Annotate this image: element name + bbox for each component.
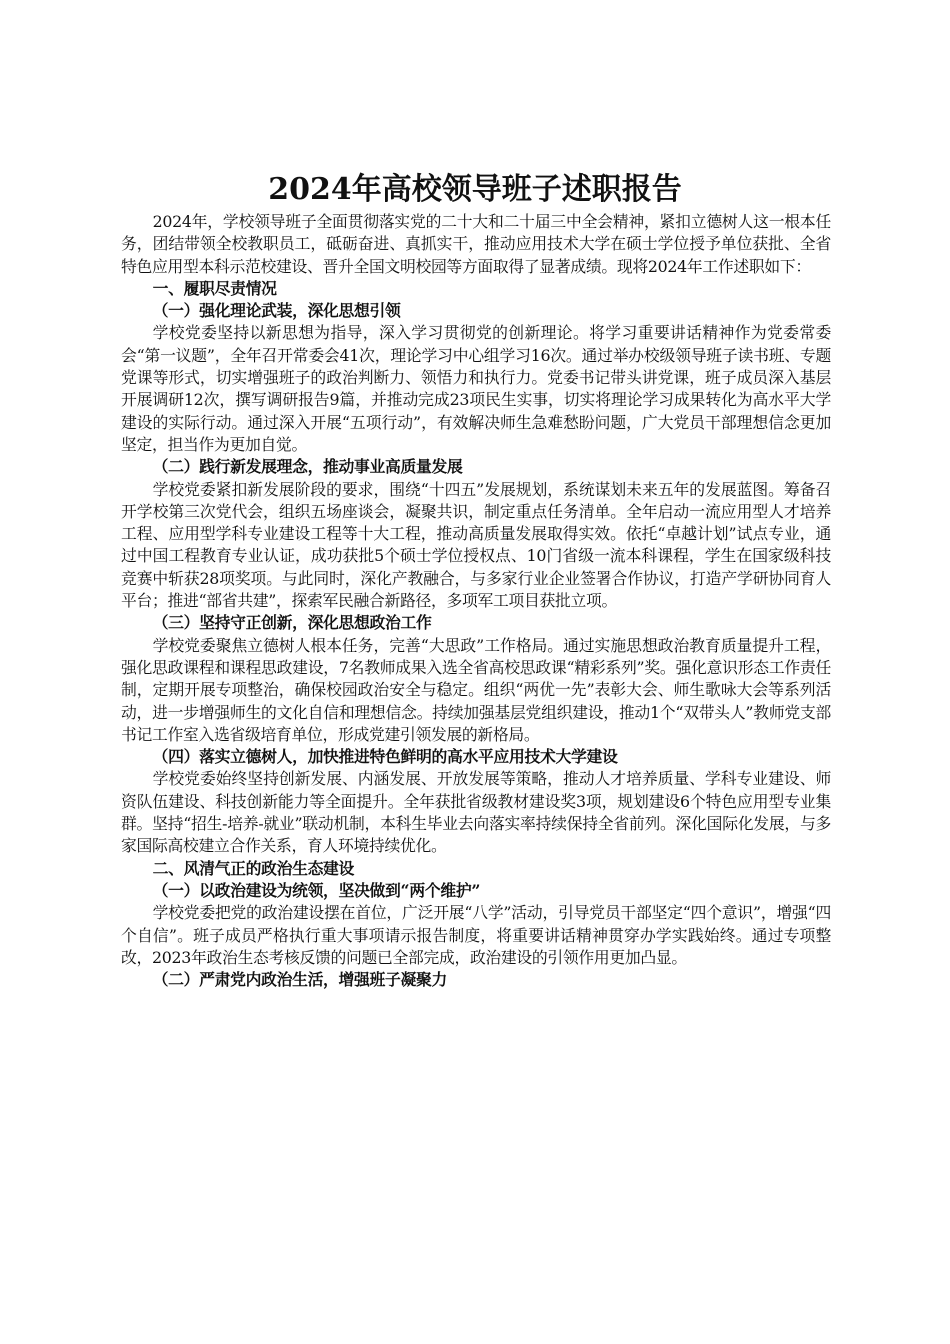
- paragraph-development: 学校党委紧扣新发展阶段的要求，围绕“十四五”发展规划，系统谋划未来五年的发展蓝图。筹备召开学校第三次党代会，组织五场座谈会，凝聚共识，制定重点任务清单。全年启动一流应用型人才培养工程、应用型学科专业建设工程等十大工程，推动高质量发展取得实效。依托“卓越计划”试点专业，通过中国工程教育专业认证，成功获批5个硕士学位授权点、10门省级一流本科课程，学生在国家级科技竞赛中斩获28项奖项。与此同时，深化产教融合，与多家行业企业签署合作协议，打造产学研协同育人平台；推进“部省共建”，探索军民融合新路径，多项军工项目获批立项。: [121, 479, 831, 611]
- document-title: 2024年高校领导班子述职报告: [268, 172, 682, 207]
- section-heading-political-ecology: 二、风清气正的政治生态建设: [152, 858, 355, 878]
- subsection-heading-ideology: （三）坚持守正创新，深化思想政治工作: [152, 613, 432, 633]
- subsection-heading-party-life: （二）严肃党内政治生活，增强班子凝聚力: [152, 970, 448, 990]
- subsection-heading-education: （四）落实立德树人，加快推进特色鲜明的高水平应用技术大学建设: [152, 747, 618, 767]
- subsection-heading-theory: （一）强化理论武装，深化思想引领: [152, 301, 401, 321]
- subsection-heading-development: （二）践行新发展理念，推动事业高质量发展: [152, 457, 463, 477]
- paragraph-political-building: 学校党委把党的政治建设摆在首位，广泛开展“八学”活动，引导党员干部坚定“四个意识”，增强“四个自信”。班子成员严格执行重大事项请示报告制度，将重要讲话精神贯穿办学实践始终。通过专项整改，2023年政治生态考核反馈的问题已全部完成，政治建设的引领作用更加凸显。: [121, 903, 831, 967]
- intro-paragraph: 2024年，学校领导班子全面贯彻落实党的二十大和二十届三中全会精神，紧扣立德树人这一根本任务，团结带领全校教职员工，砥砺奋进、真抓实干，推动应用技术大学在硕士学位授予单位获批、全省特色应用型本科示范校建设、晋升全国文明校园等方面取得了显著成绩。现将2024年工作述职如下：: [121, 212, 831, 276]
- paragraph-ideology: 学校党委聚焦立德树人根本任务，完善“大思政”工作格局。通过实施思想政治教育质量提升工程，强化思政课程和课程思政建设，7名教师成果入选全省高校思政课“精彩系列”奖。强化意识形态工作责任制，定期开展专项整治，确保校园政治安全与稳定。组织“两优一先”表彰大会、师生歌咏大会等系列活动，进一步增强师生的文化自信和理想信念。持续加强基层党组织建设，推动1个“双带头人”教师党支部书记工作室入选省级培育单位，形成党建引领发展的新格局。: [121, 635, 831, 744]
- paragraph-education: 学校党委始终坚持创新发展、内涵发展、开放发展等策略，推动人才培养质量、学科专业建设、师资队伍建设、科技创新能力等全面提升。全年获批省级教材建设奖3项，规划建设6个特色应用型专业集群。坚持“招生-培养-就业”联动机制，本科生毕业去向落实率持续保持全省前列。深化国际化发展，与多家国际高校建立合作关系，育人环境持续优化。: [121, 769, 831, 856]
- section-heading-performance: 一、履职尽责情况: [152, 278, 277, 298]
- document-body: [121, 211, 831, 991]
- subsection-heading-political-building: （一）以政治建设为统领，坚决做到“两个维护”: [152, 880, 481, 900]
- paragraph-theory: 学校党委坚持以新思想为指导，深入学习贯彻党的创新理论。将学习重要讲话精神作为党委常委会“第一议题”，全年召开常委会41次，理论学习中心组学习16次。通过举办校级领导班子读书班、专题党课等形式，切实增强班子的政治判断力、领悟力和执行力。党委书记带头讲党课，班子成员深入基层开展调研12次，撰写调研报告9篇，并推动完成23项民生实事，切实将理论学习成果转化为高水平大学建设的实际行动。通过深入开展“五项行动”，有效解决师生急难愁盼问题，广大党员干部理想信念更加坚定，担当作为更加自觉。: [121, 323, 831, 454]
